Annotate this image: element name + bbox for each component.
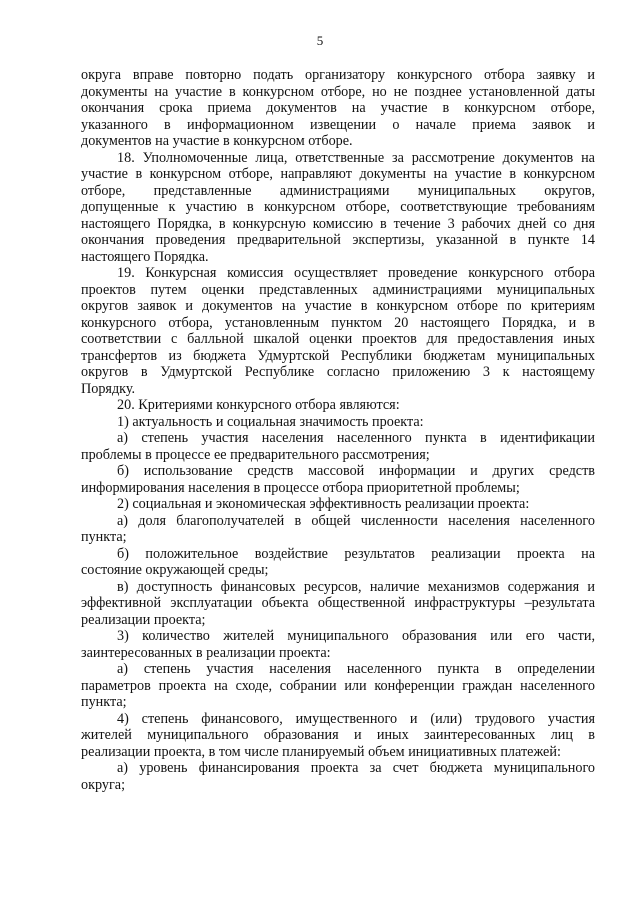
text-line: настоящего Порядка. [81, 248, 209, 265]
text-line: пункта; [81, 529, 127, 545]
text-line: эффективной эксплуатации объекта общественной инфраструктуры –результата [81, 595, 595, 611]
text-line: окончания проведения предварительной экспертизы, указанной в пункте 14 [81, 232, 595, 248]
paragraph-p-20-2-b [81, 546, 595, 579]
text-line: Порядку. [81, 380, 136, 397]
text-line: проблемы в процессе ее предварительного рассмотрения; [81, 446, 430, 463]
paragraph-p-20-4 [81, 711, 595, 761]
paragraph-p-20-1 [81, 414, 595, 431]
paragraph-p-20-3 [81, 628, 595, 661]
text-line: 19. Конкурсная комиссия осуществляет проведение конкурсного отбора [117, 265, 595, 281]
text-line: округов заявок и документов на участие в конкурсном отборе по критериям [81, 298, 595, 314]
text-line: допущенные к участию в конкурсном отборе, соответствующие требованиям [81, 199, 595, 215]
text-line: округа вправе повторно подать организатору конкурсного отбора заявку и [81, 67, 595, 83]
text-line: документов на участие в конкурсном отборе. [81, 133, 353, 149]
text-line: соответствии с балльной шкалой оценки проектов для предоставления иных [81, 331, 595, 347]
text-line: жителей муниципального образования и иных заинтересованных лиц в [81, 727, 595, 743]
paragraph-p-20-2-v [81, 579, 595, 629]
text-line: документы на участие в конкурсном отборе, но не позднее установленной даты [81, 83, 595, 100]
paragraph-p-20-2 [81, 496, 595, 513]
paragraph-p-18 [81, 150, 595, 266]
text-line: параметров проекта на сходе, собрании или конференции граждан населенного [81, 677, 595, 694]
text-line: округов в Удмуртской Республике согласно приложению 3 к настоящему [81, 364, 595, 380]
text-line: участие в конкурсном отборе, направляют документы на участие в конкурсном [81, 166, 595, 182]
text-line: а) доля благополучателей в общей численности населения населенного [117, 512, 595, 529]
text-line: а) степень участия населения населенного пункта в идентификации [117, 430, 595, 446]
text-line: округа; [81, 776, 126, 793]
text-line: состояние окружающей среды; [81, 562, 269, 578]
text-line: 2) социальная и экономическая эффективность реализации проекта: [117, 496, 530, 512]
text-line: 1) актуальность и социальная значимость проекта: [117, 413, 424, 430]
text-line: заинтересованных в реализации проекта: [81, 644, 331, 661]
text-line: окончания срока приема документов на участие в конкурсном отборе, [81, 100, 595, 116]
text-line: в) доступность финансовых ресурсов, наличие механизмов содержания и [117, 578, 595, 595]
paragraph-p-20-1-b [81, 463, 595, 496]
text-line: отборе, представленные администрациями муниципальных округов, [81, 182, 595, 199]
text-line: пункта; [81, 694, 127, 710]
page-number: 5 [316, 33, 324, 48]
paragraph-p-20-1-a [81, 430, 595, 463]
text-line: информирования населения в процессе отбора приоритетной проблемы; [81, 479, 520, 496]
text-line: б) положительное воздействие результатов реализации проекта на [117, 545, 595, 562]
paragraph-p-19 [81, 265, 595, 397]
text-line: указанного в информационном извещении о начале приема заявок и [81, 116, 595, 133]
paragraph-p-20-2-a [81, 513, 595, 546]
paragraph-p-20-4-a [81, 760, 595, 793]
text-line: реализации проекта; [81, 611, 206, 628]
text-line: 3) количество жителей муниципального образования или его части, [117, 628, 595, 644]
text-line: а) уровень финансирования проекта за счет бюджета муниципального [117, 760, 595, 776]
document-body [81, 67, 595, 793]
text-line: настоящего Порядка, в конкурсную комиссию в течение 3 рабочих дней со дня [81, 215, 595, 232]
text-line: а) степень участия населения населенного пункта в определении [117, 661, 595, 677]
text-line: проектов путем оценки представленных администрациями муниципальных [81, 281, 595, 298]
text-line: 4) степень финансового, имущественного и (или) трудового участия [117, 710, 595, 727]
paragraph-p-20-3-a [81, 661, 595, 711]
paragraph-p-20 [81, 397, 595, 414]
paragraph-p-continuation [81, 67, 595, 150]
text-line: 20. Критериями конкурсного отбора являются: [117, 397, 400, 413]
text-line: трансфертов из бюджета Удмуртской Республики бюджетам муниципальных [81, 347, 595, 364]
text-line: б) использование средств массовой информации и других средств [117, 463, 595, 479]
text-line: конкурсного отбора, установленным пунктом 20 настоящего Порядка, и в [81, 314, 595, 331]
text-line: реализации проекта, в том числе планируемый объем инициативных платежей: [81, 743, 561, 760]
text-line: 18. Уполномоченные лица, ответственные за рассмотрение документов на [117, 149, 595, 166]
